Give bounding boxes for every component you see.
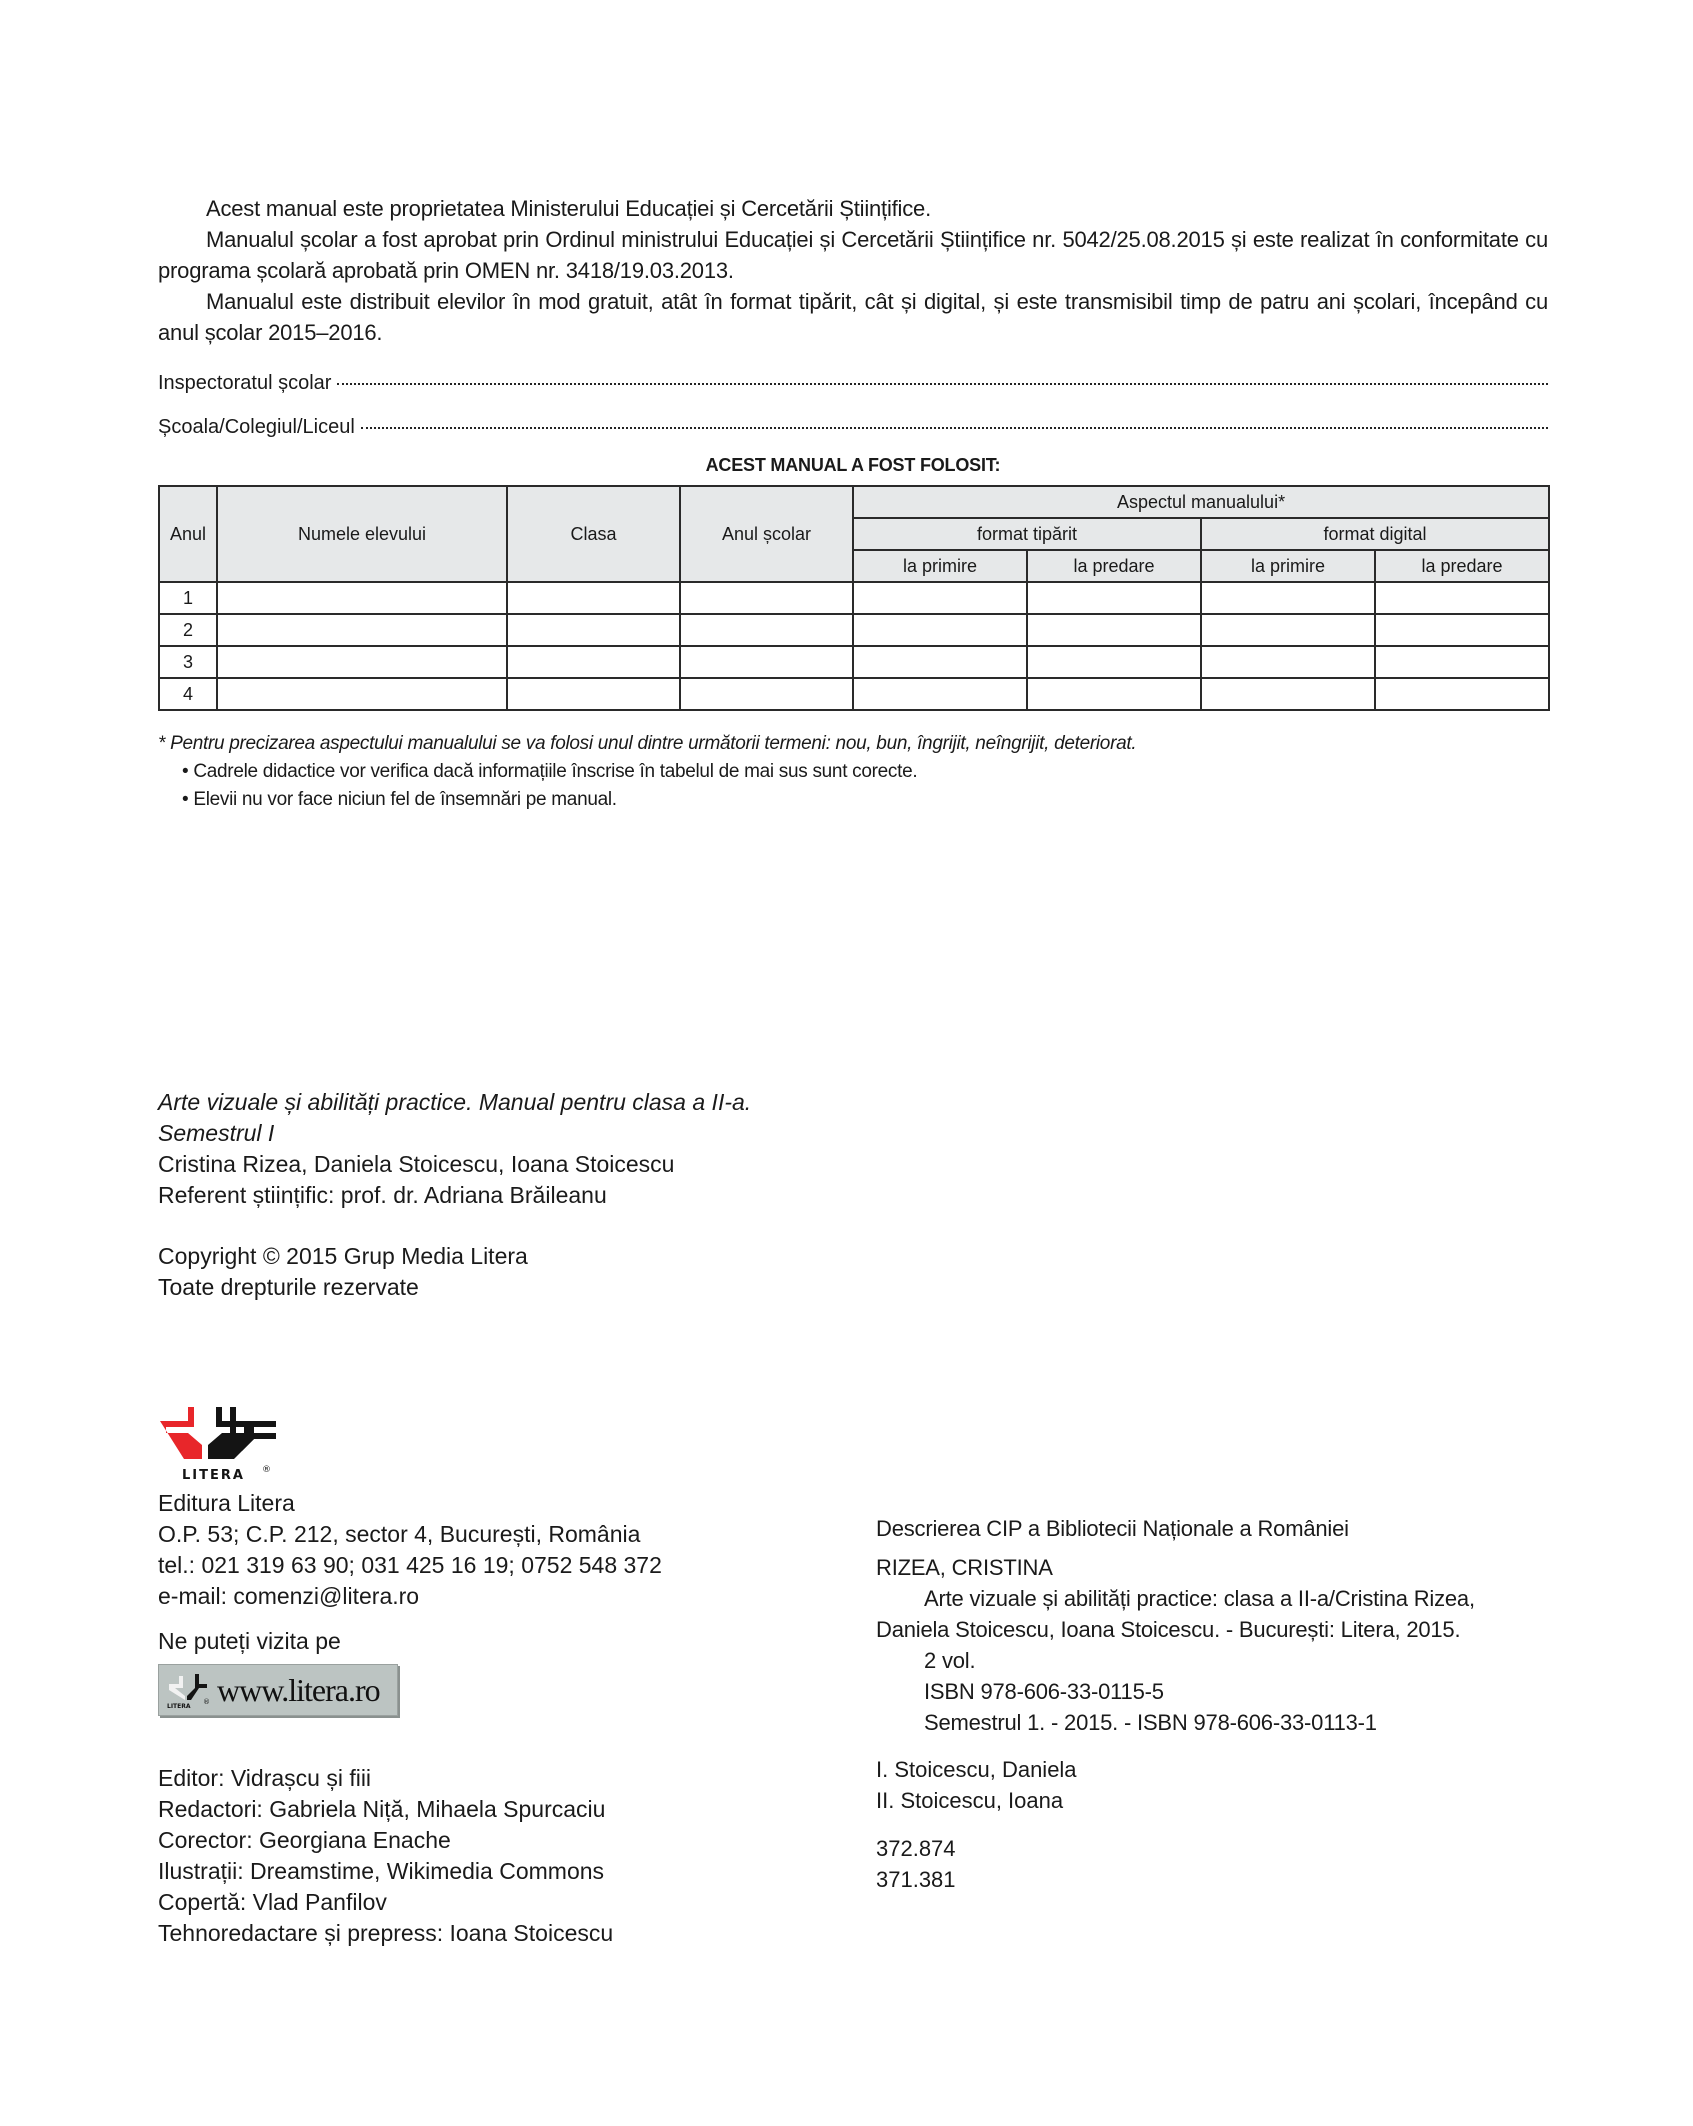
header-anul-scolar: Anul școlar xyxy=(680,486,853,582)
cip-heading: Descrierea CIP a Bibliotecii Naționale a României xyxy=(876,1516,1349,1541)
cell-anul-scolar[interactable] xyxy=(680,582,853,614)
cip-added-entry: I. Stoicescu, Daniela xyxy=(876,1757,1077,1782)
publisher-email[interactable]: e-mail: comenzi@litera.ro xyxy=(158,1583,420,1609)
cip-main-entry: RIZEA, CRISTINA xyxy=(876,1555,1053,1580)
cell-nume[interactable] xyxy=(217,678,507,710)
usage-table-title: ACEST MANUAL A FOST FOLOSIT: xyxy=(705,455,1001,475)
litera-logo-icon xyxy=(158,1405,282,1485)
cell-tiparit-predare[interactable] xyxy=(1027,582,1201,614)
cell-digital-primire[interactable] xyxy=(1201,646,1375,678)
cell-nume[interactable] xyxy=(217,582,507,614)
copyright-line: Copyright © 2015 Grup Media Litera xyxy=(158,1243,528,1269)
book-title: Arte vizuale și abilități practice. Manual pentru clasa a II-a. xyxy=(158,1089,752,1115)
cell-tiparit-predare[interactable] xyxy=(1027,678,1201,710)
credit-coperta: Copertă: Vlad Panfilov xyxy=(158,1889,387,1915)
usage-table xyxy=(158,485,1550,711)
publisher-phone: tel.: 021 319 63 90; 031 425 16 19; 0752 548 372 xyxy=(158,1552,662,1578)
credit-corector: Corector: Georgiana Enache xyxy=(158,1827,451,1853)
cip-semester-isbn: Semestrul 1. - 2015. - ISBN 978-606-33-0113-1 xyxy=(924,1710,1377,1735)
intro-section xyxy=(158,193,1548,348)
header-digital-predare: la predare xyxy=(1375,550,1549,582)
cell-digital-primire[interactable] xyxy=(1201,582,1375,614)
website-link-button[interactable] xyxy=(158,1664,398,1716)
cip-class-number: 372.874 xyxy=(876,1836,956,1861)
cell-digital-primire[interactable] xyxy=(1201,678,1375,710)
cell-anul-scolar[interactable] xyxy=(680,678,853,710)
table-row xyxy=(159,678,1549,710)
scoala-field[interactable] xyxy=(158,416,1548,439)
cell-digital-predare[interactable] xyxy=(1375,678,1549,710)
scoala-dotted-line[interactable] xyxy=(361,427,1548,429)
cell-tiparit-primire[interactable] xyxy=(853,614,1027,646)
cell-tiparit-predare[interactable] xyxy=(1027,614,1201,646)
copyright-block xyxy=(158,1241,528,1303)
inspectorat-label: Inspectoratul școlar xyxy=(158,372,332,394)
cip-block xyxy=(876,1513,1516,1738)
approval-paragraph: Manualul școlar a fost aprobat prin Ordinul ministrului Educației și Cercetării Științifice nr. 5042/25.08.2015 și este realizat în conformitate cu programa școlară aprobată prin OMEN nr. 3418/19.03.2013. xyxy=(158,227,1548,283)
cell-digital-predare[interactable] xyxy=(1375,614,1549,646)
cell-clasa[interactable] xyxy=(507,678,680,710)
book-info xyxy=(158,1087,751,1211)
book-semester: Semestrul I xyxy=(158,1120,275,1146)
header-digital-primire: la primire xyxy=(1201,550,1375,582)
header-anul: Anul xyxy=(159,486,217,582)
publisher-info xyxy=(158,1488,662,1612)
table-row xyxy=(159,614,1549,646)
cell-digital-predare[interactable] xyxy=(1375,646,1549,678)
cell-tiparit-primire[interactable] xyxy=(853,646,1027,678)
header-nume: Numele elevului xyxy=(217,486,507,582)
header-tiparit-predare: la predare xyxy=(1027,550,1201,582)
credit-tehnoredactare: Tehnoredactare și prepress: Ioana Stoicescu xyxy=(158,1920,614,1946)
scoala-label: Școala/Colegiul/Liceul xyxy=(158,416,355,438)
row-year: 3 xyxy=(159,646,217,678)
svg-text:®: ® xyxy=(262,1465,271,1475)
note-bullet: • Cadrele didactice vor verifica dacă informațiile înscrise în tabelul de mai sus sunt corecte. xyxy=(182,761,918,782)
cell-anul-scolar[interactable] xyxy=(680,614,853,646)
header-format-digital: format digital xyxy=(1201,518,1549,550)
ownership-paragraph: Acest manual este proprietatea Ministerului Educației și Cercetării Științifice. xyxy=(206,196,931,221)
cell-anul-scolar[interactable] xyxy=(680,646,853,678)
cip-classification xyxy=(876,1833,956,1895)
row-year: 2 xyxy=(159,614,217,646)
book-referent: Referent științific: prof. dr. Adriana Brăileanu xyxy=(158,1182,607,1208)
header-aspect: Aspectul manualului* xyxy=(853,486,1549,518)
cell-clasa[interactable] xyxy=(507,614,680,646)
row-year: 1 xyxy=(159,582,217,614)
cell-clasa[interactable] xyxy=(507,646,680,678)
cell-nume[interactable] xyxy=(217,646,507,678)
publisher-name: Editura Litera xyxy=(158,1490,295,1516)
svg-text:®: ® xyxy=(203,1698,210,1706)
note-bullet: • Elevii nu vor face niciun fel de însemnări pe manual. xyxy=(182,789,617,810)
header-tiparit-primire: la primire xyxy=(853,550,1027,582)
cip-added-entry: II. Stoicescu, Ioana xyxy=(876,1788,1064,1813)
cip-volumes: 2 vol. xyxy=(924,1648,976,1673)
cip-isbn: ISBN 978-606-33-0115-5 xyxy=(924,1679,1164,1704)
credit-redactori: Redactori: Gabriela Niță, Mihaela Spurcaciu xyxy=(158,1796,606,1822)
cip-added-entries xyxy=(876,1754,1077,1816)
inspectorat-field[interactable] xyxy=(158,372,1548,395)
book-authors: Cristina Rizea, Daniela Stoicescu, Ioana Stoicescu xyxy=(158,1151,675,1177)
svg-text:LITERA: LITERA xyxy=(167,1703,191,1710)
cell-tiparit-primire[interactable] xyxy=(853,582,1027,614)
cell-clasa[interactable] xyxy=(507,582,680,614)
cip-description: Arte vizuale și abilități practice: clasa a II-a/Cristina Rizea, Daniela Stoicescu, Ioana Stoicescu. - București: Litera, 2015. xyxy=(876,1586,1475,1642)
credits-list xyxy=(158,1763,613,1949)
table-row xyxy=(159,582,1549,614)
table-row xyxy=(159,646,1549,678)
distribution-paragraph: Manualul este distribuit elevilor în mod gratuit, atât în format tipărit, cât și digital, și este transmisibil timp de patru ani școlari, începând cu anul școlar 2015–2016. xyxy=(158,289,1548,345)
cell-nume[interactable] xyxy=(217,614,507,646)
credit-editor: Editor: Vidrașcu și fiii xyxy=(158,1765,372,1791)
rights-line: Toate drepturile rezervate xyxy=(158,1274,419,1300)
cip-class-number: 371.381 xyxy=(876,1867,956,1892)
cell-tiparit-primire[interactable] xyxy=(853,678,1027,710)
header-format-tiparit: format tipărit xyxy=(853,518,1201,550)
header-clasa: Clasa xyxy=(507,486,680,582)
cell-tiparit-predare[interactable] xyxy=(1027,646,1201,678)
visit-label: Ne puteți vizita pe xyxy=(158,1628,341,1654)
aspect-footnote: * Pentru precizarea aspectului manualului se va folosi unul dintre următorii termeni: nou, bun, îngrijit, neîngrijit, deteriorat. xyxy=(158,733,1137,754)
publisher-address: O.P. 53; C.P. 212, sector 4, București, România xyxy=(158,1521,641,1547)
inspectorat-dotted-line[interactable] xyxy=(337,383,1548,385)
cell-digital-predare[interactable] xyxy=(1375,582,1549,614)
litera-logo xyxy=(158,1405,282,1485)
cell-digital-primire[interactable] xyxy=(1201,614,1375,646)
row-year: 4 xyxy=(159,678,217,710)
credit-ilustratii: Ilustrații: Dreamstime, Wikimedia Commons xyxy=(158,1858,605,1884)
table-notes xyxy=(158,730,1548,814)
logo-text: LITERA xyxy=(182,1468,245,1483)
website-url: www.litera.ro xyxy=(217,1671,380,1708)
litera-mini-logo-icon xyxy=(165,1670,213,1710)
